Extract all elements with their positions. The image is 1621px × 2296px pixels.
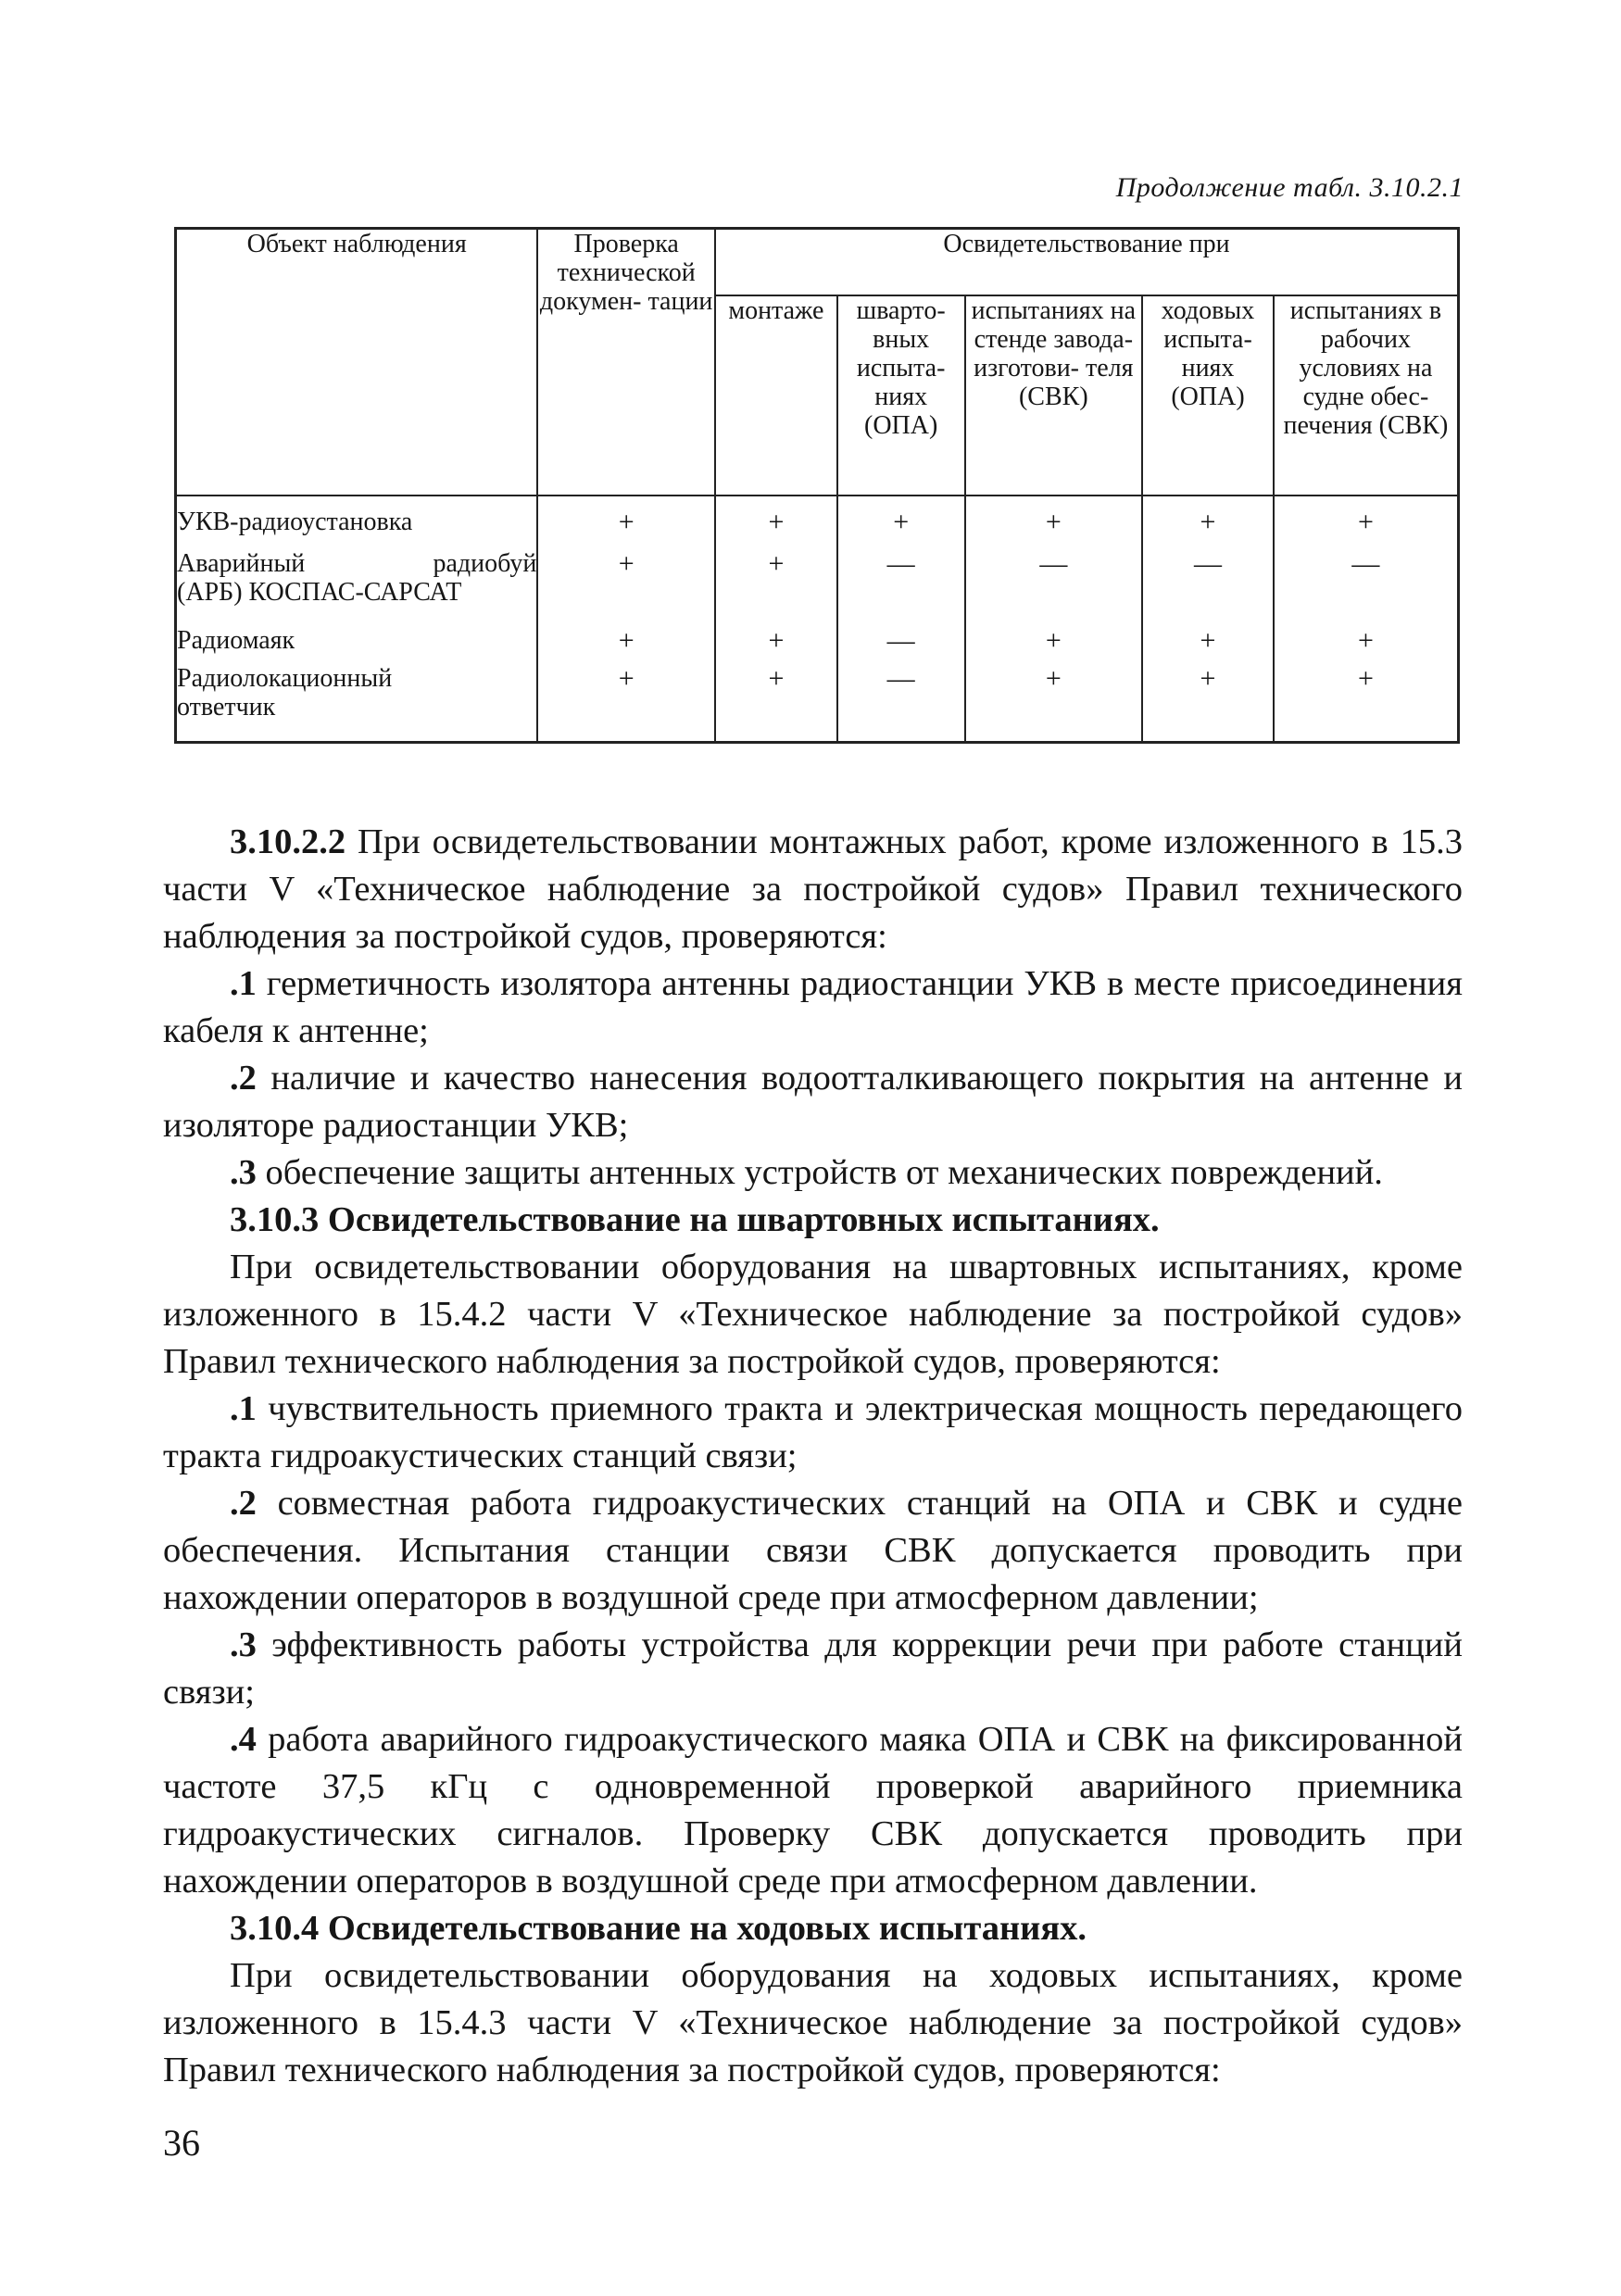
list-item: .3 обеспечение защиты антенных устройств от механических повреждений. bbox=[230, 1153, 1383, 1192]
cell-mark: — bbox=[965, 549, 1143, 626]
table-row bbox=[176, 496, 1459, 550]
cell-mark: + bbox=[715, 496, 837, 550]
paragraph: При освидетельствовании оборудования на ходовых испытаниях, кроме изложенного в 15.4.3 части V «Техническое наблюдение за постройкой судов» Правил технического наблюдения за постройкой судов, проверяются: bbox=[163, 1956, 1463, 2089]
row-name: Радиомаяк bbox=[176, 626, 538, 664]
list-item: .2 совместная работа гидроакустических станций на ОПА и СВК и судне обеспечения. Испытания станции связи СВК допускается проводить при нахождении операторов в воздушной среде при атмосферном давлении; bbox=[163, 1484, 1463, 1617]
header-object: Объект наблюдения bbox=[176, 229, 538, 496]
cell-mark: — bbox=[837, 664, 965, 743]
cell-mark: + bbox=[1142, 496, 1274, 550]
cell-mark: — bbox=[837, 549, 965, 626]
cell-mark: — bbox=[837, 626, 965, 664]
section-heading-3-10-3: 3.10.3 Освидетельствование на швартовных испытаниях. bbox=[230, 1200, 1160, 1239]
cell-mark: + bbox=[1274, 664, 1459, 743]
cell-mark: + bbox=[965, 626, 1143, 664]
list-item: .1 герметичность изолятора антенны радиостанции УКВ в месте присоединения кабеля к антенне; bbox=[163, 964, 1463, 1050]
cell-mark: + bbox=[537, 549, 715, 626]
cell-mark: + bbox=[965, 496, 1143, 550]
cell-mark: + bbox=[715, 549, 837, 626]
header-sea-trials: ходовых испыта- ниях (ОПА) bbox=[1142, 295, 1274, 496]
paragraph-3-10-2-2: 3.10.2.2 При освидетельствовании монтажных работ, кроме изложенного в 15.3 части V «Техническое наблюдение за постройкой судов» Правил технического наблюдения за постройкой судов, проверяются: bbox=[163, 822, 1463, 956]
header-survey-group: Освидетельствование при bbox=[715, 229, 1458, 295]
header-mooring-trials: швартo- вных испыта- ниях (ОПА) bbox=[837, 295, 965, 496]
row-name: Аварийный радиобуй (АРБ) КОСПАС-САРСАТ bbox=[176, 549, 538, 626]
paragraph: При освидетельствовании оборудования на швартовных испытаниях, кроме изложенного в 15.4.2 части V «Техническое наблюдение за постройкой судов» Правил технического наблюдения за постройкой судов, проверяются: bbox=[163, 1248, 1463, 1381]
page-number: 36 bbox=[163, 2122, 200, 2164]
body-text bbox=[163, 819, 1463, 2094]
list-item: .3 эффективность работы устройства для коррекции речи при работе станций связи; bbox=[163, 1625, 1463, 1712]
list-item: .1 чувствительность приемного тракта и электрическая мощность передающего тракта гидроакустических станций связи; bbox=[163, 1389, 1463, 1475]
cell-mark: + bbox=[537, 496, 715, 550]
cell-mark: + bbox=[1274, 626, 1459, 664]
cell-mark: + bbox=[1142, 664, 1274, 743]
cell-mark: + bbox=[1142, 626, 1274, 664]
row-name: Радиолокационный ответчик bbox=[176, 664, 538, 743]
cell-mark: + bbox=[1274, 496, 1459, 550]
header-working-conditions: испытаниях в рабочих условиях на судне обес- печения (СВК) bbox=[1274, 295, 1459, 496]
row-name: УКВ-радиоустановка bbox=[176, 496, 538, 550]
cell-mark: — bbox=[1274, 549, 1459, 626]
cell-mark: + bbox=[715, 664, 837, 743]
table-row bbox=[176, 626, 1459, 664]
cell-mark: + bbox=[715, 626, 837, 664]
header-installation: монтаже bbox=[715, 295, 837, 496]
cell-mark: — bbox=[1142, 549, 1274, 626]
table-caption: Продолжение табл. 3.10.2.1 bbox=[1115, 172, 1464, 203]
header-doc-check: Проверка технической докумен- тации bbox=[537, 229, 715, 496]
list-item: .2 наличие и качество нанесения водоотталкивающего покрытия на антенне и изоляторе радиостанции УКВ; bbox=[163, 1059, 1463, 1145]
cell-mark: + bbox=[537, 626, 715, 664]
header-factory-stand: испытаниях на стенде завода- изготови- теля (СВК) bbox=[965, 295, 1143, 496]
table-row bbox=[176, 664, 1459, 743]
cell-mark: + bbox=[965, 664, 1143, 743]
cell-mark: + bbox=[837, 496, 965, 550]
cell-mark: + bbox=[537, 664, 715, 743]
section-heading-3-10-4: 3.10.4 Освидетельствование на ходовых испытаниях. bbox=[230, 1909, 1087, 1948]
list-item: .4 работа аварийного гидроакустического маяка ОПА и СВК на фиксированной частоте 37,5 кГц с одновременной проверкой аварийного приемника гидроакустических сигналов. Проверку СВК допускается проводить при нахождении операторов в воздушной среде при атмосферном давлении. bbox=[163, 1720, 1463, 1901]
survey-table bbox=[174, 227, 1460, 744]
table-row bbox=[176, 549, 1459, 626]
